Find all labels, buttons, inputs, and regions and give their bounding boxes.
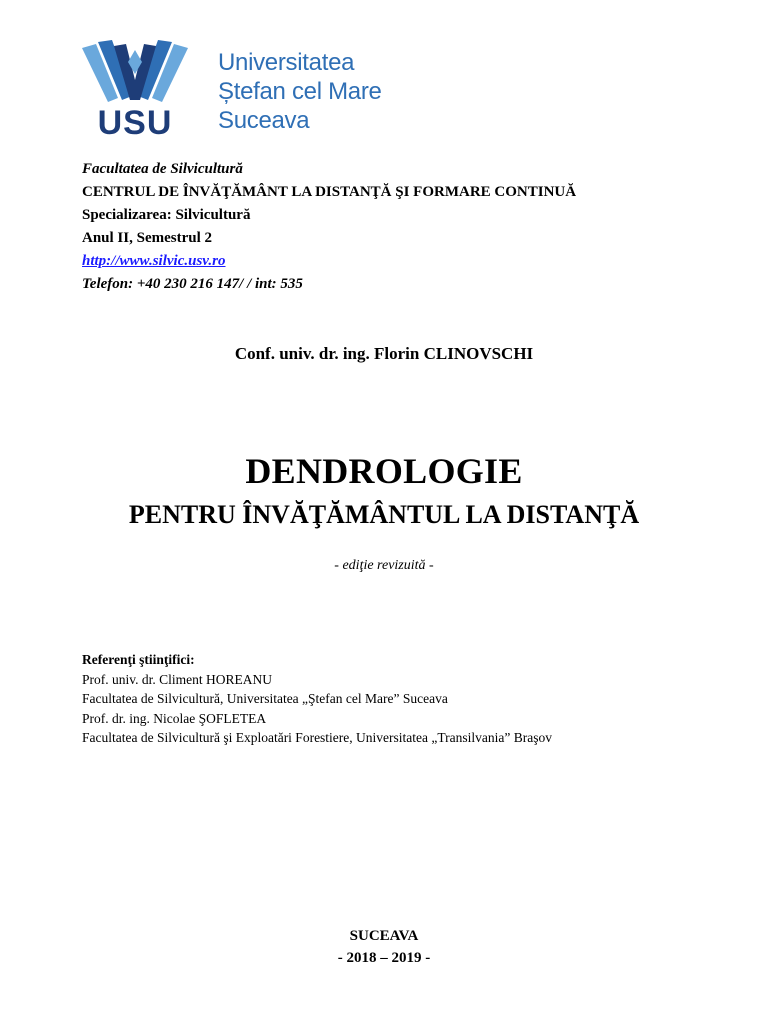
faculty-name: Facultatea de Silvicultură <box>82 161 243 177</box>
logo-abbr: USU <box>97 104 173 138</box>
document-title: DENDROLOGIE <box>245 451 523 491</box>
phone-number: Telefon: +40 230 216 147/ / int: 535 <box>82 276 303 292</box>
website-link[interactable]: http://www.silvic.usv.ro <box>82 253 226 269</box>
center-name: CENTRUL DE ÎNVĂŢĂMÂNT LA DISTANŢĂ ŞI FORMARE CONTINUĂ <box>82 184 577 200</box>
header-info <box>82 158 576 296</box>
academic-years: - 2018 – 2019 - <box>337 950 431 966</box>
university-name <box>218 48 382 135</box>
referent-line: Prof. univ. dr. Climent HOREANU <box>82 671 272 687</box>
university-name-line-1: Universitatea <box>218 49 355 76</box>
referents-heading: Referenţi ştiinţifici: <box>82 652 195 667</box>
referent-line: Prof. dr. ing. Nicolae ŞOFLETEA <box>82 710 267 726</box>
referent-line: Facultatea de Silvicultură, Universitatea „Ştefan cel Mare” Suceava <box>82 691 448 706</box>
specialization: Specializarea: Silvicultură <box>82 207 251 223</box>
university-name-line-3: Suceava <box>218 107 310 134</box>
author-name: Conf. univ. dr. ing. Florin CLINOVSCHI <box>234 344 534 363</box>
document-subtitle: PENTRU ÎNVĂŢĂMÂNTUL LA DISTANŢĂ <box>128 500 640 529</box>
scientific-referents <box>82 650 552 748</box>
usu-emblem-icon <box>82 40 188 138</box>
publication-city: SUCEAVA <box>349 928 419 944</box>
university-name-line-2: Ștefan cel Mare <box>218 78 382 105</box>
edition-note: - ediţie revizuită - <box>334 558 434 573</box>
year-semester: Anul II, Semestrul 2 <box>82 230 213 246</box>
referent-line: Facultatea de Silvicultură şi Exploatări Forestiere, Universitatea „Transilvania” Braşov <box>82 730 552 745</box>
university-logo <box>82 40 382 140</box>
